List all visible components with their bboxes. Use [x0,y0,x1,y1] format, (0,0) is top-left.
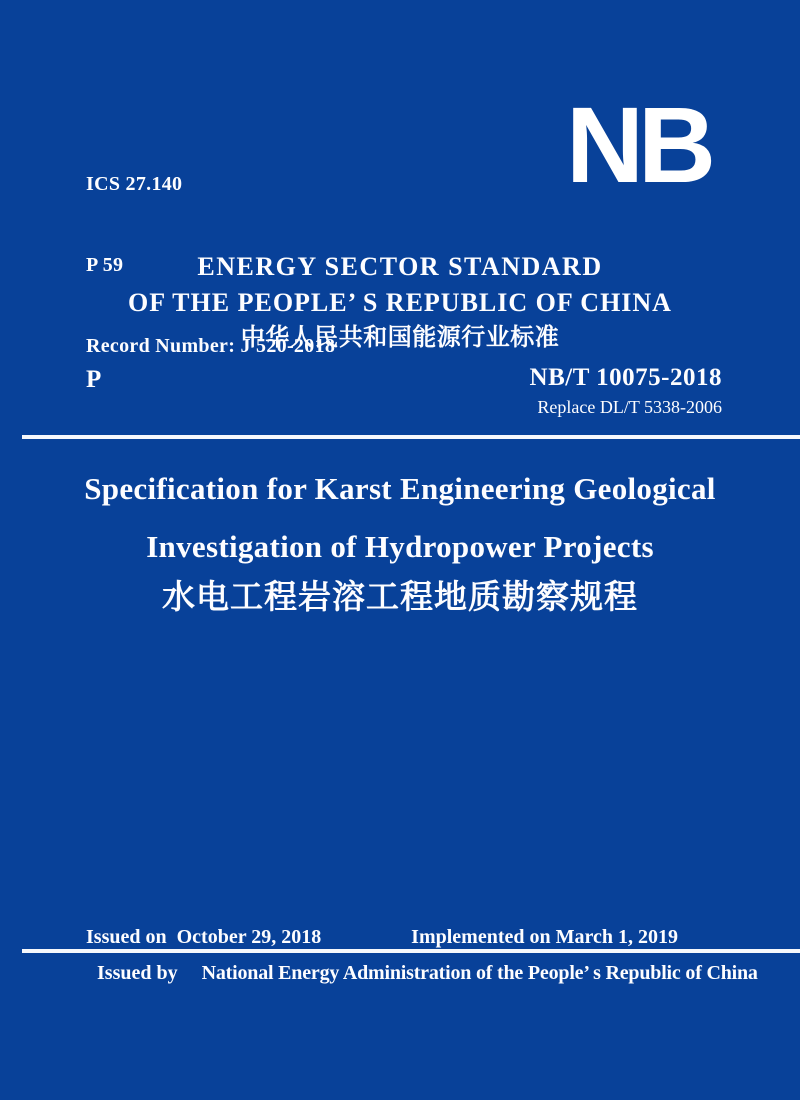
issuer-row [97,959,758,987]
classification-prefix: P [86,366,102,393]
standard-heading-line1: ENERGY SECTOR STANDARD [197,252,603,281]
standard-heading-chinese: 中华人民共和国能源行业标准 [240,324,560,351]
horizontal-rule-top [22,435,800,439]
standard-heading [0,248,800,354]
title-english-line1: Specification for Karst Engineering Geological [84,471,716,506]
issued-by-label: Issued by [97,962,178,984]
document-title [0,472,800,619]
implemented-date: Implemented on March 1, 2019 [411,926,678,948]
replaced-standard: Replace DL/T 5338-2006 [537,397,722,417]
issued-by-value: National Energy Administration of the People’ s Republic of China [201,962,758,984]
classification-code: P 59 [86,254,124,276]
dates-row [86,924,678,950]
record-number: Record Number: J 520-2018 [86,335,336,357]
ics-code: ICS 27.140 [86,173,183,195]
title-english-line2: Investigation of Hydropower Projects [146,529,654,564]
issued-date: Issued on October 29, 2018 [86,926,322,948]
standard-number: NB/T 10075-2018 [529,364,722,391]
nb-logo: NB [566,84,710,205]
title-chinese: 水电工程岩溶工程地质勘察规程 [162,580,638,616]
horizontal-rule-bottom [22,949,800,953]
standard-number-block [530,363,722,419]
standard-heading-line2: OF THE PEOPLE’ S REPUBLIC OF CHINA [128,288,672,317]
